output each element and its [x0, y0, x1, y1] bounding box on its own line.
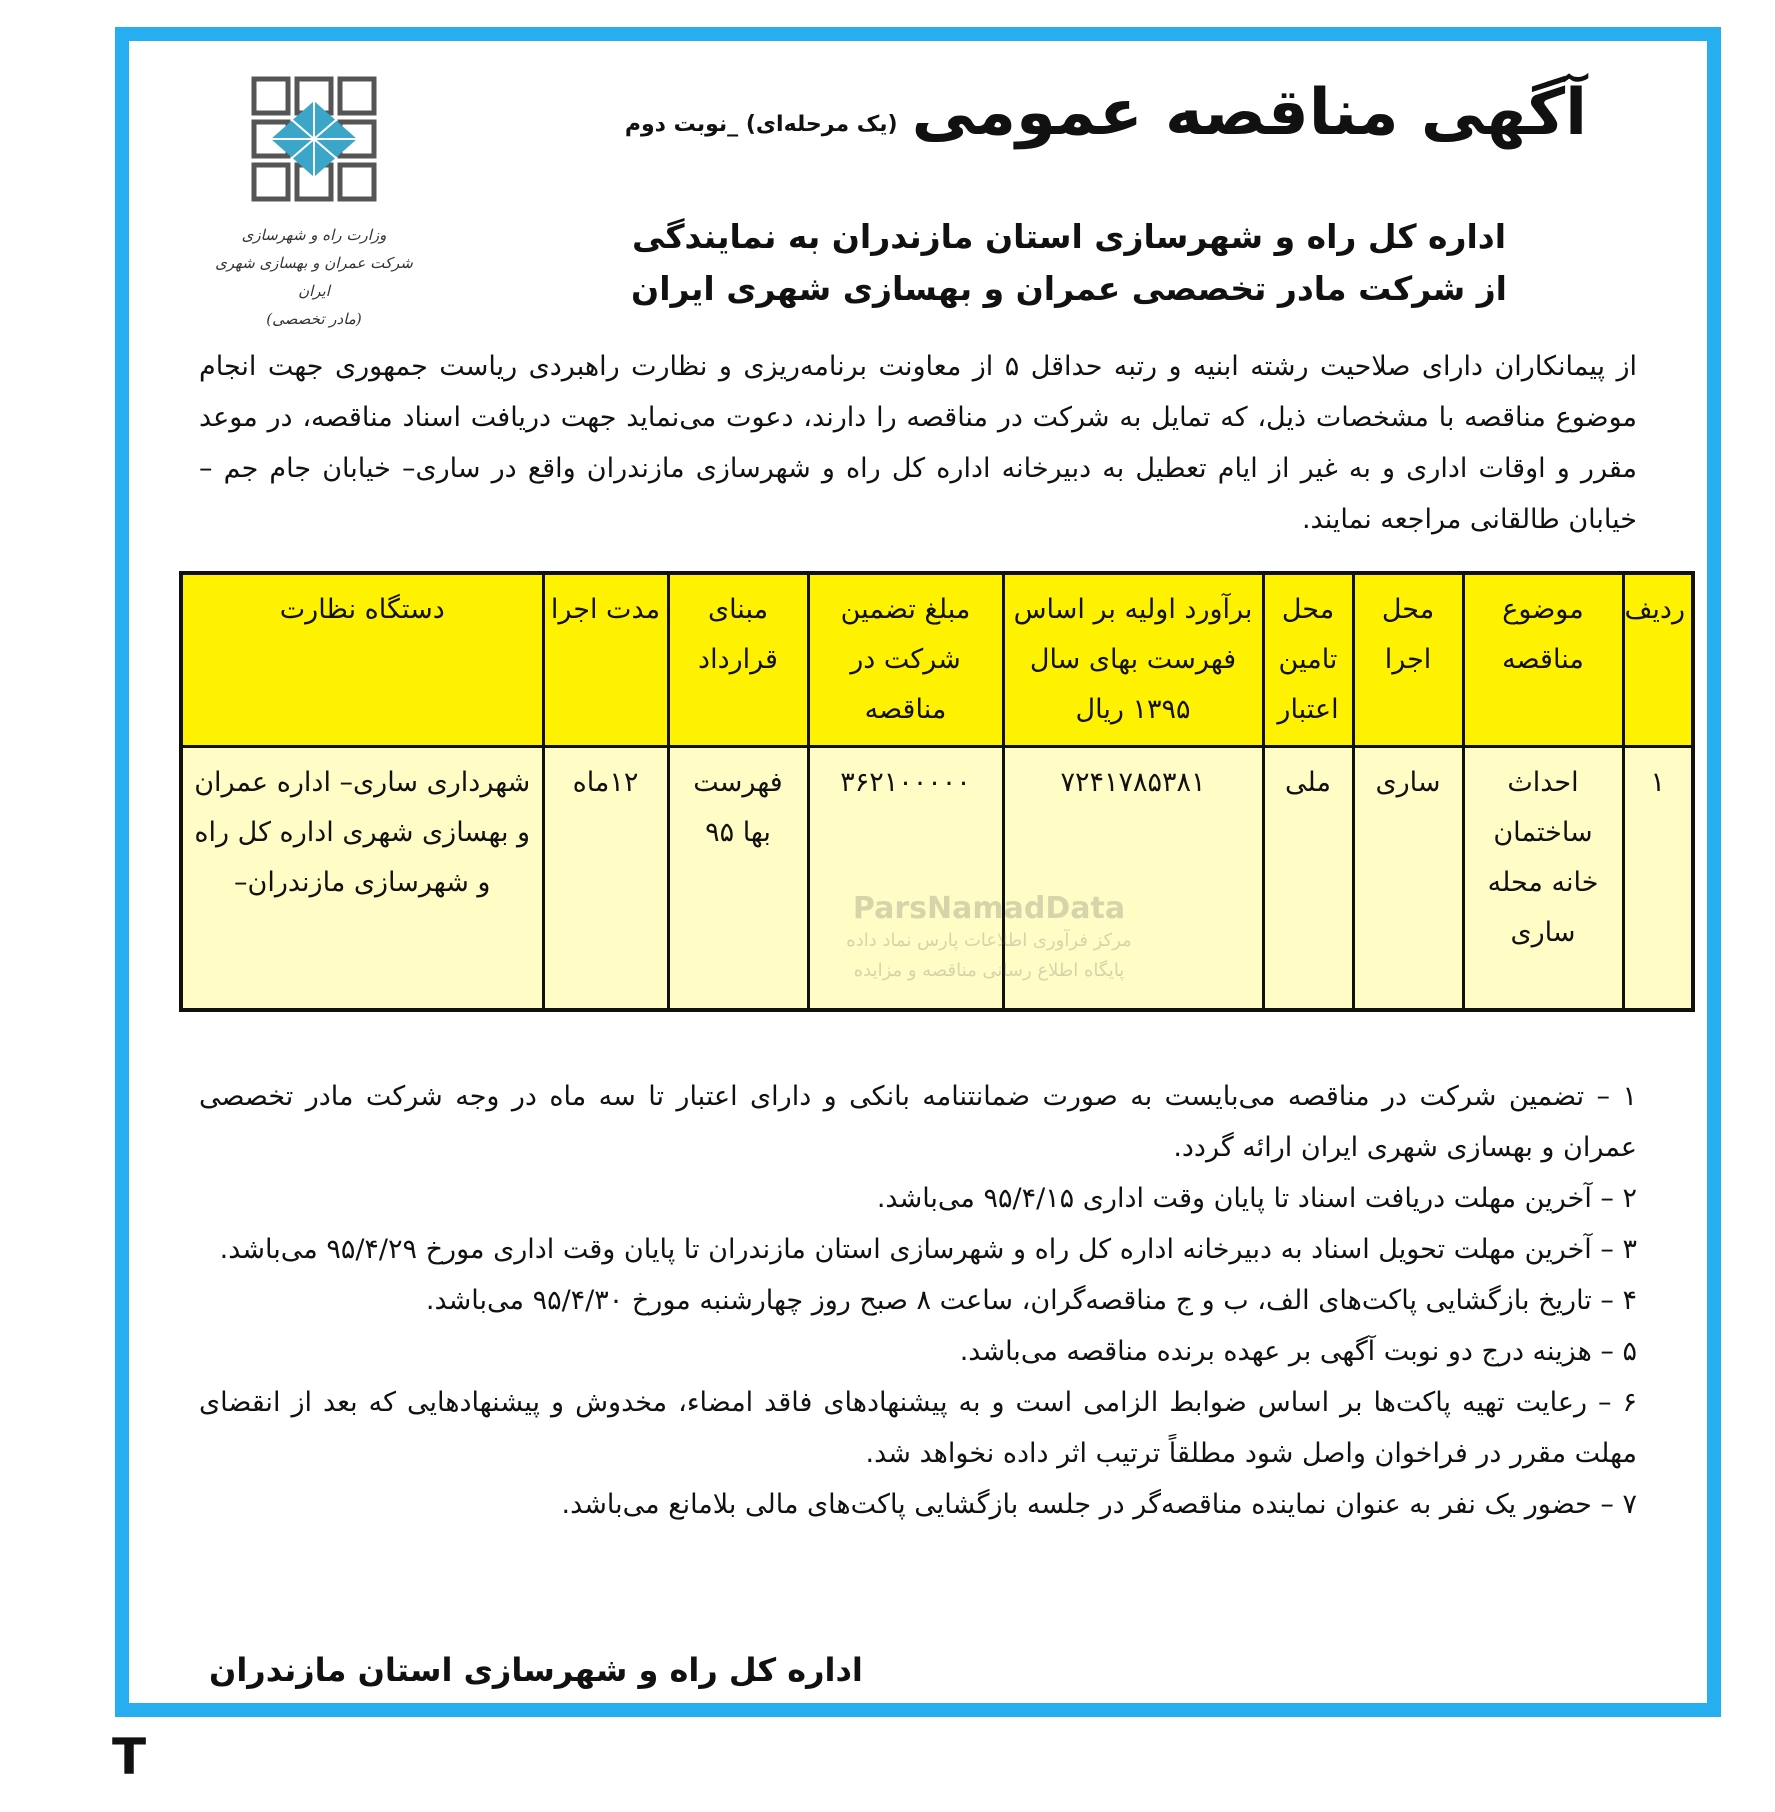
header-guarantee: مبلغ تضمین شرکت در مناقصه [808, 573, 1003, 747]
cell-row-no: ۱ [1623, 747, 1693, 1011]
header-contract-basis: مبنای قرارداد [668, 573, 808, 747]
header-funding: محل تامین اعتبار [1263, 573, 1353, 747]
logo-grid-icon [209, 71, 419, 221]
header-duration: مدت اجرا [543, 573, 668, 747]
issuer-subtitle [631, 211, 1507, 315]
ministry-logo [209, 71, 419, 328]
watermark-brand: ParsNamadData [852, 891, 1126, 926]
issuer-signature: اداره کل راه و شهرسازی استان مازندران [209, 1651, 863, 1689]
subtitle-line-1: اداره کل راه و شهرسازی استان مازندران به نمایندگی [631, 217, 1507, 256]
table-row [181, 747, 1693, 1011]
condition-item: ۳ – آخرین مهلت تحویل اسناد به دبیرخانه اداره کل راه و شهرسازی استان مازندران تا پایان وقت اداری مورخ ۹۵/۴/۲۹ می‌باشد. [219, 1234, 1637, 1265]
condition-item: ۷ – حضور یک نفر به عنوان نماینده مناقصه‌گر در جلسه بازگشایی پاکت‌های مالی بلامانع می‌باشد. [561, 1489, 1637, 1520]
watermark-line: پایگاه اطلاع رسانی مناقصه و مزایده [853, 960, 1125, 981]
table-header-row [181, 573, 1693, 747]
title-row [624, 76, 1587, 150]
conditions-list [199, 1071, 1637, 1530]
cell-location: ساری [1353, 747, 1463, 1011]
cell-guarantee: ۳۶۲۱۰۰۰۰۰ [808, 747, 1003, 1011]
announcement-frame [115, 27, 1721, 1717]
cell-subject: احداث ساختمان خانه محله ساری [1463, 747, 1623, 1011]
condition-item: ۴ – تاریخ بازگشایی پاکت‌های الف، ب و ج مناقصه‌گران، ساعت ۸ صبح روز چهارشنبه مورخ ۹۵/۴/۳۰ می‌باشد. [425, 1285, 1637, 1316]
cell-contract-basis: فهرست بها ۹۵ [668, 747, 808, 1011]
watermark-line: مرکز فرآوری اطلاعات پارس نماد داده [846, 930, 1132, 951]
condition-item: ۱ – تضمین شرکت در مناقصه می‌بایست به صورت ضمانتنامه بانکی و دارای اعتبار تا سه ماه در وجه شرکت مادر تخصصی عمران و بهسازی شهری ایران ارائه گردد. [199, 1081, 1637, 1163]
header-supervisor: دستگاه نظارت [181, 573, 543, 747]
cell-estimate: ۷۲۴۱۷۸۵۳۸۱ [1003, 747, 1263, 1011]
intro-paragraph: از پیمانکاران دارای صلاحیت رشته ابنیه و رتبه حداقل ۵ از معاونت برنامه‌ریزی و نظارت راهبردی ریاست جمهوری جهت انجام موضوع مناقصه با مشخصات ذیل، که تمایل به شرکت در مناقصه را دارند، دعوت می‌نماید جهت دریافت اسناد مناقصه، در موعد مقرر و اوقات اداری و به غیر از ایام تعطیل به دبیرخانه اداره کل راه و شهرسازی مازندران واقع در ساری– خیابان جام جم – خیابان طالقانی مراجعه نمایند. [199, 351, 1637, 535]
logo-caption [209, 221, 419, 333]
tender-table [179, 571, 1695, 1012]
logo-caption-line: وزارت راه و شهرسازی [241, 226, 387, 244]
subtitle-line-2: از شرکت مادر تخصصی عمران و بهسازی شهری ایران [631, 269, 1507, 308]
cell-funding: ملی [1263, 747, 1353, 1011]
header-row-no: ردیف [1623, 573, 1693, 747]
header-subject: موضوع مناقصه [1463, 573, 1623, 747]
cell-duration: ۱۲ماه [543, 747, 668, 1011]
corner-mark: T [112, 1728, 147, 1786]
cell-supervisor: شهرداری ساری– اداره عمران و بهسازی شهری اداره کل راه و شهرسازی مازندران– [181, 747, 543, 1011]
header-location: محل اجرا [1353, 573, 1463, 747]
header-estimate: برآورد اولیه بر اساس فهرست بهای سال ۱۳۹۵ ریال [1003, 573, 1263, 747]
title-note: (یک مرحله‌ای) _نوبت دوم [624, 112, 898, 137]
condition-item: ۵ – هزینه درج دو نوبت آگهی بر عهده برنده مناقصه می‌باشد. [959, 1336, 1637, 1367]
page-title: آگهی مناقصه عمومی [911, 76, 1587, 150]
logo-caption-line: شرکت عمران و بهسازی شهری ایران [215, 254, 413, 300]
condition-item: ۲ – آخرین مهلت دریافت اسناد تا پایان وقت اداری ۹۵/۴/۱۵ می‌باشد. [876, 1183, 1637, 1214]
condition-item: ۶ – رعایت تهیه پاکت‌ها بر اساس ضوابط الزامی است و به پیشنهادهای فاقد امضاء، مخدوش و پیشنهادهایی که بعد از انقضای مهلت مقرر در فراخوان واصل شود مطلقاً ترتیب اثر داده نخواهد شد. [199, 1387, 1637, 1469]
logo-caption-line: (مادر تخصصی) [266, 310, 362, 328]
